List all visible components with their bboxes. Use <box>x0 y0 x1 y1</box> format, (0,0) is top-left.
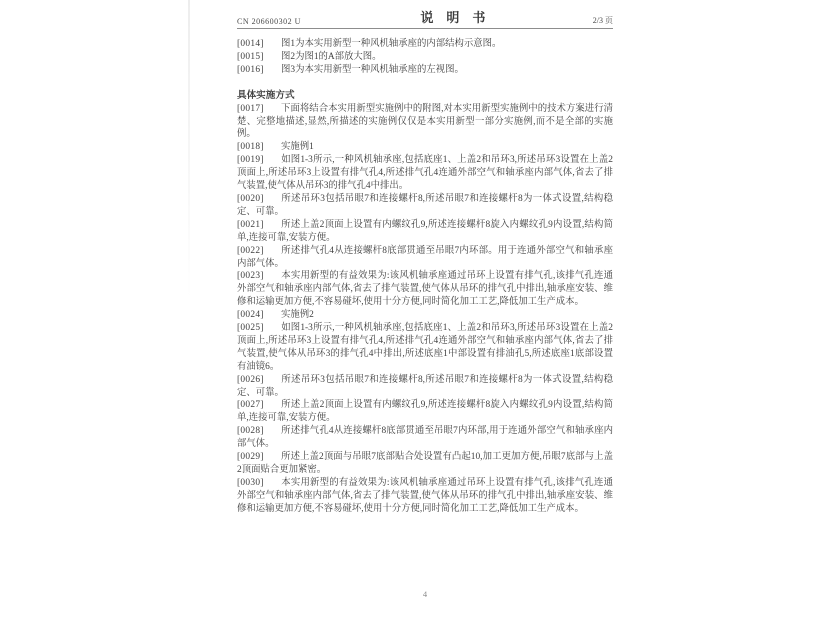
paragraph-text: 所述上盖2顶面与吊眼7底部贴合处设置有凸起10,加工更加方便,吊眼7底部与上盖2顶面贴合更加紧密。 <box>237 452 613 475</box>
paragraph <box>237 219 613 245</box>
paragraph <box>237 141 613 154</box>
paragraph-number: [0029] <box>237 452 264 463</box>
scan-edge-shadow <box>188 0 190 300</box>
paragraph <box>237 322 613 374</box>
paragraph <box>237 38 613 51</box>
document-body <box>237 38 613 516</box>
paragraph-number: [0026] <box>237 374 264 385</box>
paragraph-number: [0022] <box>237 245 264 256</box>
paragraph-text: 所述排气孔4从连接螺杆8底部贯通至吊眼7内环部,用于连通外部空气和轴承座内部气体。 <box>237 426 613 450</box>
paragraph-text: 如图1-3所示,一种风机轴承座,包括底座1、上盖2和吊环3,所述吊环3设置在上盖2顶面上,所述吊环3上设置有排气孔4,所述排气孔4连通外部空气和轴承座内部气体,省去了排气装置,使气体从吊环3的排气孔4中排出,所述底座1中部设置有排油孔5,所述底座1底部设置有油镜6。 <box>237 323 613 372</box>
paragraph-text: 如图1-3所示,一种风机轴承座,包括底座1、上盖2和吊环3,所述吊环3设置在上盖2顶面上,所述吊环3上设置有排气孔4,所述排气孔4连通外部空气和轴承座内部气体,省去了排气装置,使气体从吊环3的排气孔4中排出。 <box>237 155 613 192</box>
paragraph-text: 实施例2 <box>281 310 314 321</box>
paragraph-number: [0021] <box>237 219 264 230</box>
paragraph <box>237 51 613 64</box>
paragraph-number: [0024] <box>237 310 264 321</box>
paragraph-number: [0030] <box>237 477 264 488</box>
patent-number: CN 206600302 U <box>237 17 301 26</box>
paragraph-text: 图2为图1的A部放大图。 <box>281 51 382 62</box>
paragraph-text: 图3为本实用新型一种风机轴承座的左视图。 <box>281 64 464 75</box>
paragraph-number: [0018] <box>237 142 264 153</box>
paragraph <box>237 451 613 477</box>
page-number-footer: 4 <box>422 589 428 599</box>
paragraph-number: [0015] <box>237 51 264 62</box>
paragraph-text: 本实用新型的有益效果为:该风机轴承座通过吊环上设置有排气孔,该排气孔连通外部空气和轴承座内部气体,省去了排气装置,使气体从吊环的排气孔中排出,轴承座安装、维修和运输更加方便,不容易碰坏,使用十分方便,同时简化加工工艺,降低加工生产成本。 <box>237 271 613 308</box>
paragraph <box>237 64 613 77</box>
paragraph <box>237 245 613 271</box>
paragraph <box>237 103 613 142</box>
paragraph-number: [0027] <box>237 400 264 411</box>
paragraph-text: 所述排气孔4从连接螺杆8底部贯通至吊眼7内环部。用于连通外部空气和轴承座内部气体。 <box>237 245 613 269</box>
document-title: 说明书 <box>420 10 499 25</box>
paragraph-text: 所述吊环3包括吊眼7和连接螺杆8,所述吊眼7和连接螺杆8为一体式设置,结构稳定、可靠。 <box>237 193 613 217</box>
paragraph <box>237 477 613 516</box>
page-indicator: 2/3 页 <box>592 16 613 25</box>
paragraph-text: 本实用新型的有益效果为:该风机轴承座通过吊环上设置有排气孔,该排气孔连通外部空气和轴承座内部气体,省去了排气装置,使气体从吊环的排气孔中排出,轴承座安装、维修和运输更加方便,不容易碰坏,使用十分方便,同时简化加工工艺,降低加工生产成本。 <box>237 477 613 514</box>
paragraph <box>237 425 613 451</box>
paragraph-number: [0017] <box>237 103 264 114</box>
paragraph-number: [0025] <box>237 323 264 334</box>
paragraph-number: [0020] <box>237 193 264 204</box>
paragraph <box>237 309 613 322</box>
paragraph-text: 图1为本实用新型一种风机轴承座的内部结构示意图。 <box>281 39 502 49</box>
paragraph <box>237 193 613 219</box>
paragraph-number: [0028] <box>237 426 264 437</box>
paragraph-text: 所述吊环3包括吊眼7和连接螺杆8,所述吊眼7和连接螺杆8为一体式设置,结构稳定、可靠。 <box>237 374 613 398</box>
paragraph <box>237 374 613 400</box>
paragraph-text: 下面将结合本实用新型实施例中的附图,对本实用新型实施例中的技术方案进行清楚、完整地描述,显然,所描述的实施例仅仅是本实用新型一部分实施例,而不是全部的实施例。 <box>237 103 613 140</box>
paragraph-text: 所述上盖2顶面上设置有内螺纹孔9,所述连接螺杆8旋入内螺纹孔9内设置,结构简单,连接可靠,安装方便。 <box>237 219 613 243</box>
paragraph-number: [0023] <box>237 271 264 282</box>
section-heading: 具体实施方式 <box>237 89 295 101</box>
document-page <box>237 10 613 516</box>
page-header <box>237 10 613 29</box>
paragraph <box>237 154 613 193</box>
paragraph-number: [0014] <box>237 39 264 49</box>
paragraph <box>237 270 613 309</box>
paragraph-text: 实施例1 <box>281 142 314 153</box>
paragraph-number: [0016] <box>237 64 264 75</box>
paragraph-number: [0019] <box>237 155 264 166</box>
paragraph-text: 所述上盖2顶面上设置有内螺纹孔9,所述连接螺杆8旋入内螺纹孔9内设置,结构简单,连接可靠,安装方便。 <box>237 400 613 424</box>
paragraph <box>237 399 613 425</box>
